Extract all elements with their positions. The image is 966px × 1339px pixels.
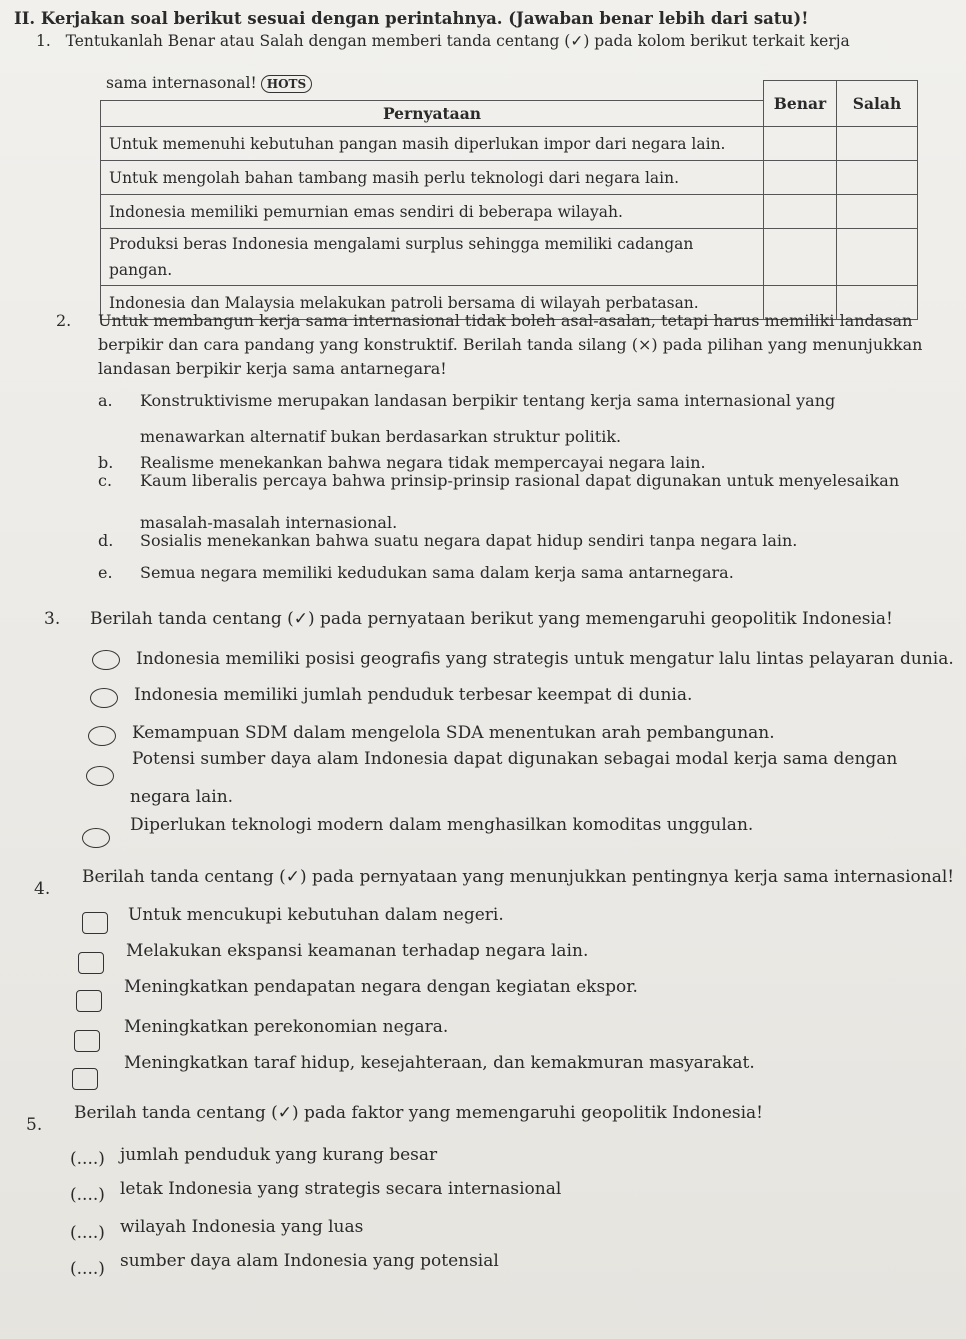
q2-number: 2. <box>56 311 72 330</box>
q2-option-text: Konstruktivisme merupakan landasan berpikir tentang kerja sama internasional yang <box>140 391 836 410</box>
q2-option-text: Sosialis menekankan bahwa suatu negara dapat hidup sendiri tanpa negara lain. <box>140 531 798 550</box>
q2-line: Untuk membangun kerja sama internasional tidak boleh asal-asalan, tetapi harus memiliki landasan <box>98 311 913 330</box>
benar-cell[interactable] <box>764 229 837 286</box>
q3-option-radio[interactable] <box>86 766 114 786</box>
header-benar: Benar <box>764 81 837 127</box>
q3-number: 3. <box>44 609 61 629</box>
salah-cell[interactable] <box>837 127 918 161</box>
q1-instruction-text: Tentukanlah Benar atau Salah dengan memberi tanda centang (✓) pada kolom berikut terkait kerja <box>65 32 850 50</box>
q1-instruction <box>36 30 850 52</box>
q1-instruction-line2: sama internasonal! <box>106 74 257 92</box>
q4-option-checkbox[interactable] <box>76 990 102 1012</box>
q2-option-text: Semua negara memiliki kedudukan sama dalam kerja sama antarnegara. <box>140 563 734 582</box>
table-row-statement: Indonesia memiliki pemurnian emas sendiri di beberapa wilayah. <box>101 195 764 229</box>
q2-option-letter[interactable]: e. <box>98 563 113 582</box>
q4-number: 4. <box>34 879 51 899</box>
q2-option-text: menawarkan alternatif bukan berdasarkan struktur politik. <box>140 427 622 446</box>
q5-blank[interactable]: (....) <box>70 1149 105 1169</box>
q5-option-text: wilayah Indonesia yang luas <box>120 1217 364 1237</box>
section-title: II. Kerjakan soal berikut sesuai dengan perintahnya. (Jawaban benar lebih dari satu)! <box>14 9 809 28</box>
table-row-statement: Produksi beras Indonesia mengalami surplus sehingga memiliki cadangan pangan. <box>101 229 764 286</box>
q2-option-text: Realisme menekankan bahwa negara tidak mempercayai negara lain. <box>140 453 706 472</box>
table-row-statement: Indonesia dan Malaysia melakukan patroli bersama di wilayah perbatasan. <box>101 286 764 320</box>
q2-option-letter[interactable]: a. <box>98 391 113 410</box>
salah-cell[interactable] <box>837 161 918 195</box>
q4-option-checkbox[interactable] <box>78 952 104 974</box>
q3-instruction: Berilah tanda centang (✓) pada pernyataan berikut yang memengaruhi geopolitik Indonesia! <box>90 609 893 629</box>
q3-option-text: Indonesia memiliki posisi geografis yang strategis untuk mengatur lalu lintas pelayaran dunia. <box>136 649 954 669</box>
q4-option-text: Meningkatkan pendapatan negara dengan kegiatan ekspor. <box>124 977 638 997</box>
q4-option-text: Meningkatkan perekonomian negara. <box>124 1017 449 1037</box>
table-row-statement: Untuk mengolah bahan tambang masih perlu teknologi dari negara lain. <box>101 161 764 195</box>
q5-blank[interactable]: (....) <box>70 1259 105 1279</box>
q4-instruction: Berilah tanda centang (✓) pada pernyataan yang menunjukkan pentingnya kerja sama internasional! <box>82 867 955 887</box>
q5-instruction: Berilah tanda centang (✓) pada faktor yang memengaruhi geopolitik Indonesia! <box>74 1103 764 1123</box>
q4-option-text: Untuk mencukupi kebutuhan dalam negeri. <box>128 905 504 925</box>
q2-option-letter[interactable]: d. <box>98 531 114 550</box>
benar-cell[interactable] <box>764 161 837 195</box>
q5-number: 5. <box>26 1115 43 1135</box>
header-salah: Salah <box>837 81 918 127</box>
q3-option-text: Diperlukan teknologi modern dalam menghasilkan komoditas unggulan. <box>130 815 754 835</box>
q2-option-letter[interactable]: c. <box>98 471 113 490</box>
q3-option-text: Kemampuan SDM dalam mengelola SDA menentukan arah pembangunan. <box>132 723 775 743</box>
benar-cell[interactable] <box>764 195 837 229</box>
q2-option-letter[interactable]: b. <box>98 453 114 472</box>
hots-badge: HOTS <box>261 75 312 93</box>
q3-option-radio[interactable] <box>92 650 120 670</box>
q3-option-radio[interactable] <box>90 688 118 708</box>
q5-option-text: letak Indonesia yang strategis secara internasional <box>120 1179 562 1199</box>
q4-option-checkbox[interactable] <box>82 912 108 934</box>
table-row-statement: Untuk memenuhi kebutuhan pangan masih diperlukan impor dari negara lain. <box>101 127 764 161</box>
q2-line: landasan berpikir kerja sama antarnegara! <box>98 359 447 378</box>
q1-table <box>100 80 918 320</box>
q4-option-text: Meningkatkan taraf hidup, kesejahteraan, dan kemakmuran masyarakat. <box>124 1053 755 1073</box>
salah-cell[interactable] <box>837 195 918 229</box>
q2-option-text: masalah-masalah internasional. <box>140 513 398 532</box>
q5-blank[interactable]: (....) <box>70 1223 105 1243</box>
q4-option-checkbox[interactable] <box>72 1068 98 1090</box>
benar-cell[interactable] <box>764 127 837 161</box>
q3-option-radio[interactable] <box>82 828 110 848</box>
q2-option-text: Kaum liberalis percaya bahwa prinsip-prinsip rasional dapat digunakan untuk menyelesaikan <box>140 471 900 490</box>
q5-option-text: sumber daya alam Indonesia yang potensial <box>120 1251 499 1271</box>
salah-cell[interactable] <box>837 229 918 286</box>
header-pernyataan: Pernyataan <box>101 101 764 127</box>
q4-option-text: Melakukan ekspansi keamanan terhadap negara lain. <box>126 941 589 961</box>
q1-number: 1. <box>36 32 51 50</box>
q3-option-text: Indonesia memiliki jumlah penduduk terbesar keempat di dunia. <box>134 685 693 705</box>
q2-line: berpikir dan cara pandang yang konstruktif. Berilah tanda silang (×) pada pilihan yang menunjukkan <box>98 335 923 354</box>
q3-option-text: Potensi sumber daya alam Indonesia dapat digunakan sebagai modal kerja sama dengan <box>132 749 898 769</box>
q3-option-text: negara lain. <box>130 787 234 807</box>
q4-option-checkbox[interactable] <box>74 1030 100 1052</box>
q5-blank[interactable]: (....) <box>70 1185 105 1205</box>
q3-option-radio[interactable] <box>88 726 116 746</box>
q5-option-text: jumlah penduduk yang kurang besar <box>120 1145 438 1165</box>
